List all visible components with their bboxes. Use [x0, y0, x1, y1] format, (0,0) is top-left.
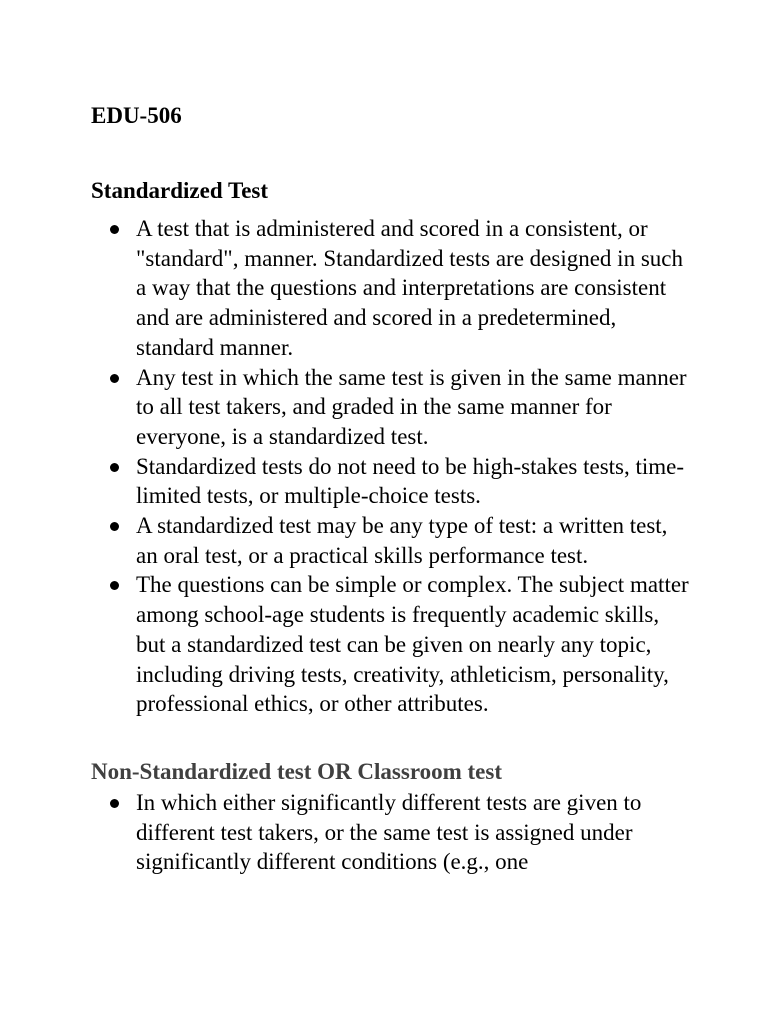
- list-item: [91, 788, 691, 877]
- list-item: [91, 214, 691, 363]
- standardized-test-list: [91, 214, 691, 719]
- course-code: EDU-506: [91, 103, 182, 128]
- list-item-text: The questions can be simple or complex. The subject matter among school-age students is frequently academic skills, but a standardized test can be given on nearly any topic, including driving tests, creativity, athleticism, personality, professional ethics, or other attributes.: [136, 572, 689, 717]
- list-item-text: A standardized test may be any type of test: a written test, an oral test, or a practical skills performance test.: [136, 513, 668, 568]
- list-item: [91, 452, 691, 511]
- bullet-icon: [110, 374, 119, 383]
- bullet-icon: [110, 522, 119, 531]
- section-heading-standardized-test: Standardized Test: [91, 178, 269, 203]
- list-item: [91, 363, 691, 452]
- list-item: [91, 570, 691, 719]
- bullet-icon: [110, 581, 119, 590]
- list-item-text: In which either significantly different tests are given to different test takers, or the same test is assigned under significantly different conditions (e.g., one: [136, 790, 642, 875]
- list-item-text: A test that is administered and scored in a consistent, or "standard", manner. Standardized tests are designed in such a way that the questions and interpretations are consistent and are administered and scored in a predetermined, standard manner.: [136, 216, 683, 360]
- list-item-text: Standardized tests do not need to be high-stakes tests, time-limited tests, or multiple-choice tests.: [136, 453, 685, 509]
- list-item-text: Any test in which the same test is given in the same manner to all test takers, and graded in the same manner for everyone, is a standardized test.: [136, 364, 687, 449]
- section-heading-non-standardized-test: Non-Standardized test OR Classroom test: [91, 759, 503, 784]
- bullet-icon: [110, 463, 119, 472]
- bullet-icon: [110, 799, 119, 808]
- non-standardized-test-list: [91, 788, 691, 877]
- list-item: [91, 511, 691, 570]
- bullet-icon: [110, 225, 119, 234]
